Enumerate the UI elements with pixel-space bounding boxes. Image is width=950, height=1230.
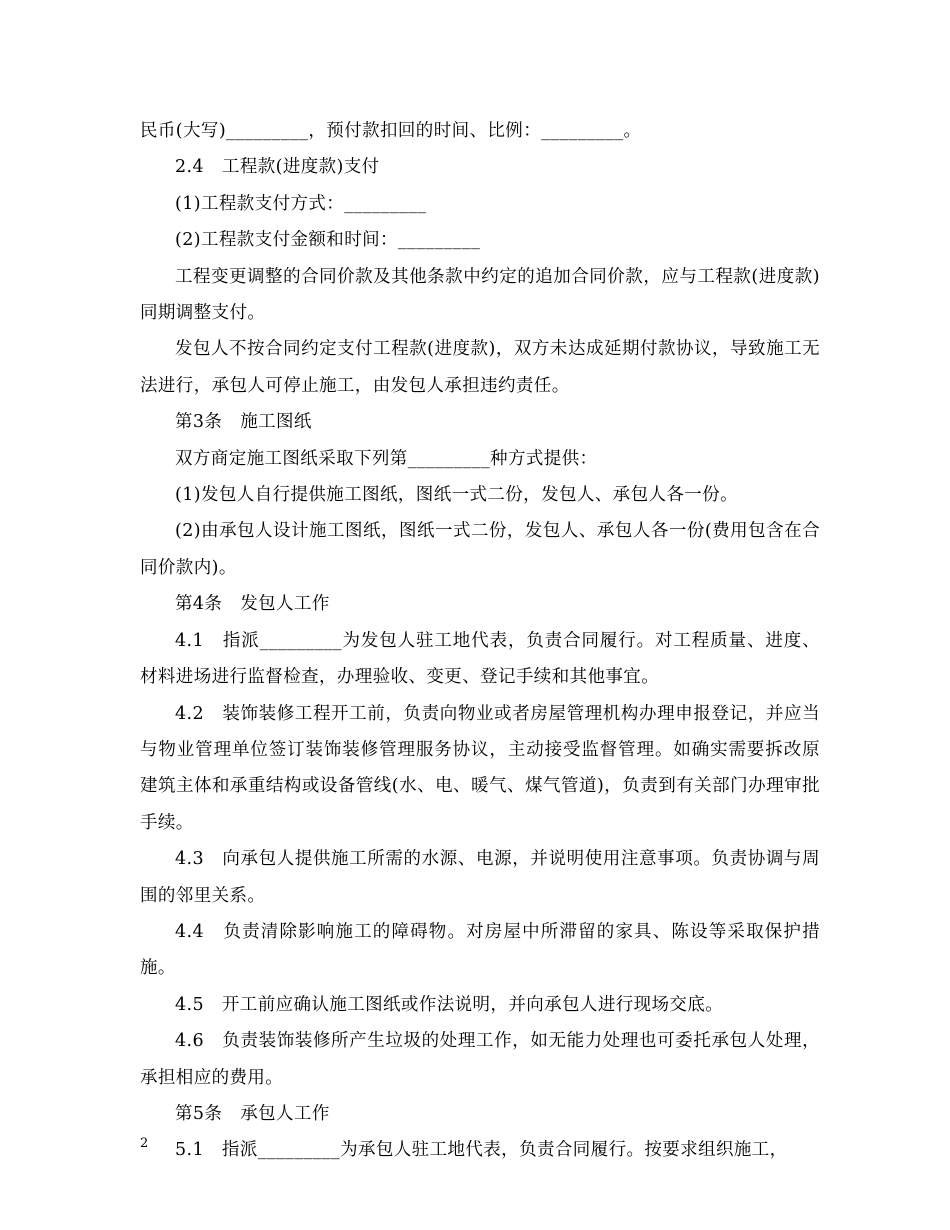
- clause-4-2: 4.2 装饰装修工程开工前，负责向物业或者房屋管理机构办理申报登记，并应当与物业管理单位签订装饰装修管理服务协议，主动接受监督管理。如确实需要拆改原建筑主体和承重结构或设备管线(水、电、暖气、煤气管道)，负责到有关部门办理审批手续。: [140, 703, 820, 833]
- page-number: 2: [140, 1136, 149, 1151]
- paragraph-change-adjustment: 工程变更调整的合同价款及其他条款中约定的追加合同价款，应与工程款(进度款)同期调整支付。: [140, 266, 820, 324]
- paragraph-advance-payment-recovery: 民币(大写)_________，预付款扣回的时间、比例：_________。: [140, 121, 642, 141]
- clause-4-6: 4.6 负责装饰装修所产生垃圾的处理工作，如无能力处理也可委托承包人处理，承担相应的费用。: [140, 1031, 820, 1088]
- clause-4-3: 4.3 向承包人提供施工所需的水源、电源，并说明使用注意事项。负责协调与周围的邻里关系。: [140, 849, 820, 906]
- paragraph-drawing-option-1: (1)发包人自行提供施工图纸，图纸一式二份，发包人、承包人各一份。: [175, 485, 738, 506]
- paragraph-payment-amount-time: (2)工程款支付金额和时间：_________: [175, 230, 481, 251]
- paragraph-payment-method: (1)工程款支付方式：_________: [175, 193, 427, 214]
- paragraph-drawing-option-2: (2)由承包人设计施工图纸，图纸一式二份，发包人、承包人各一份(费用包含在合同价款内)。: [140, 521, 820, 578]
- clause-4-4: 4.4 负责清除影响施工的障碍物。对房屋中所滞留的家具、陈设等采取保护措施。: [140, 921, 820, 979]
- clause-5-1: 5.1 指派_________为承包人驻工地代表，负责合同履行。按要求组织施工，: [175, 1140, 788, 1161]
- clause-4-5: 4.5 开工前应确认施工图纸或作法说明，并向承包人进行现场交底。: [175, 994, 724, 1015]
- document-body: [140, 113, 820, 1169]
- article-heading-5: 第5条 承包人工作: [175, 1103, 330, 1124]
- section-heading-2-4: 2.4 工程款(进度款)支付: [175, 157, 380, 178]
- paragraph-late-payment: 发包人不按合同约定支付工程款(进度款)，双方未达成延期付款协议，导致施工无法进行，承包人可停止施工，由发包人承担违约责任。: [140, 339, 820, 396]
- paragraph-drawing-method: 双方商定施工图纸采取下列第_________种方式提供：: [175, 448, 598, 469]
- article-heading-3: 第3条 施工图纸: [175, 412, 312, 433]
- clause-4-1: 4.1 指派_________为发包人驻工地代表，负责合同履行。对工程质量、进度、材料进场进行监督检查，办理验收、变更、登记手续和其他事宜。: [140, 630, 820, 688]
- article-heading-4: 第4条 发包人工作: [175, 594, 330, 615]
